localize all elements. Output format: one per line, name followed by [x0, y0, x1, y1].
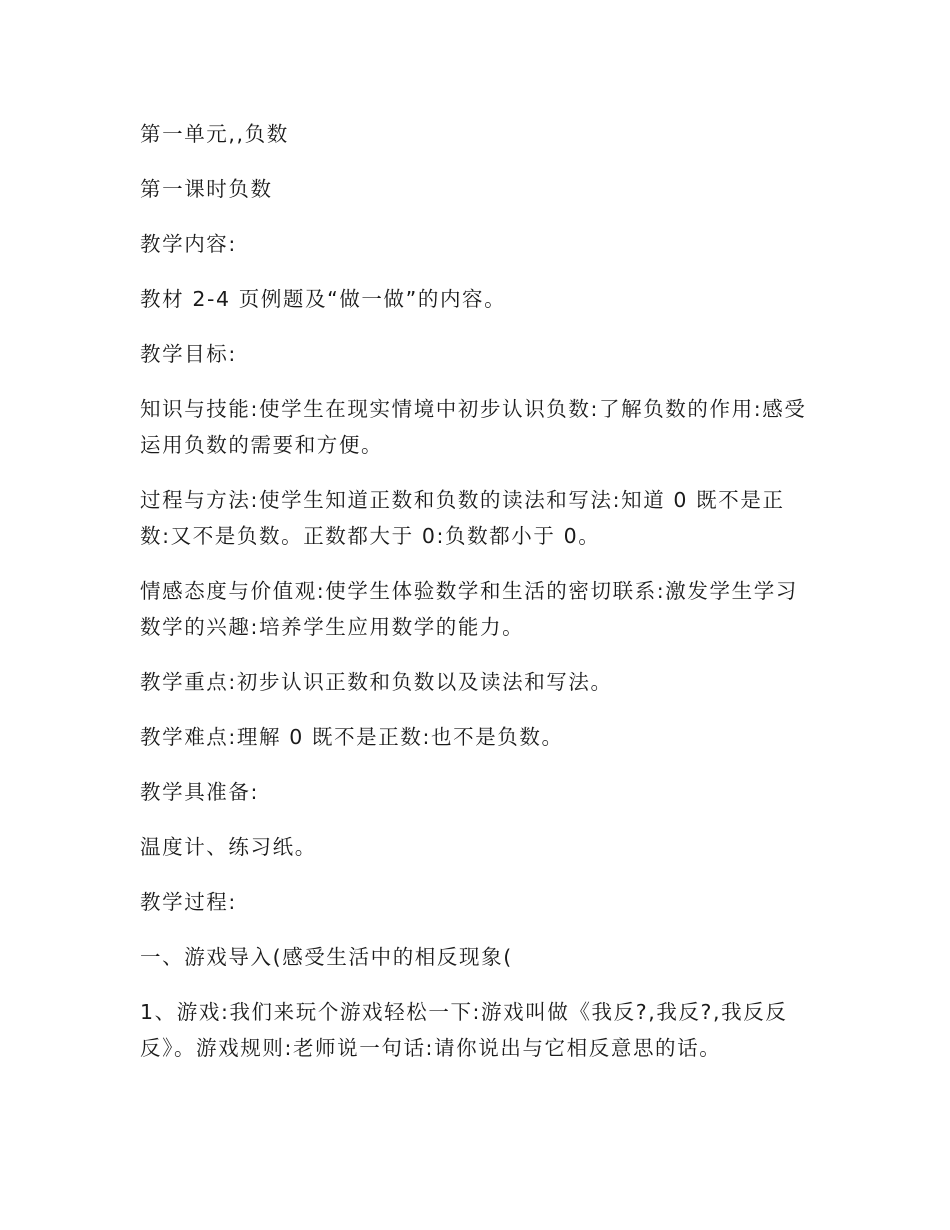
section-heading-materials: 教学具准备: [140, 780, 260, 804]
section-heading-content: 教学内容: [140, 232, 237, 256]
process-step-text: 1、游戏:我们来玩个游戏轻松一下:游戏叫做《我反?,我反?,我反反反》。游戏规则:老师说一句话:请你说出与它相反意思的话。 [140, 1000, 788, 1060]
section-heading-goals: 教学目标: [140, 342, 237, 366]
goal-knowledge: 知识与技能:使学生在现实情境中初步认识负数:了解负数的作用:感受运用负数的需要和方便。 [140, 397, 807, 457]
unit-title: 第一单元,,负数 [140, 122, 289, 146]
document-body [140, 116, 812, 1085]
section-heading-process: 教学过程: [140, 890, 237, 914]
materials-text: 温度计、练习纸。 [140, 835, 317, 859]
lesson-title: 第一课时负数 [140, 177, 273, 201]
key-point: 教学重点:初步认识正数和负数以及读法和写法。 [140, 670, 613, 694]
goal-process: 过程与方法:使学生知道正数和负数的读法和写法:知道 0 既不是正数:又不是负数。正数都大于 0:负数都小于 0。 [140, 488, 785, 548]
process-step-heading: 一、游戏导入(感受生活中的相反现象( [140, 945, 513, 969]
goal-attitude: 情感态度与价值观:使学生体验数学和生活的密切联系:激发学生学习数学的兴趣:培养学生应用数学的能力。 [140, 579, 798, 639]
content-text: 教材 2-4 页例题及“做一做”的内容。 [140, 287, 507, 311]
difficult-point: 教学难点:理解 0 既不是正数:也不是负数。 [140, 725, 564, 749]
